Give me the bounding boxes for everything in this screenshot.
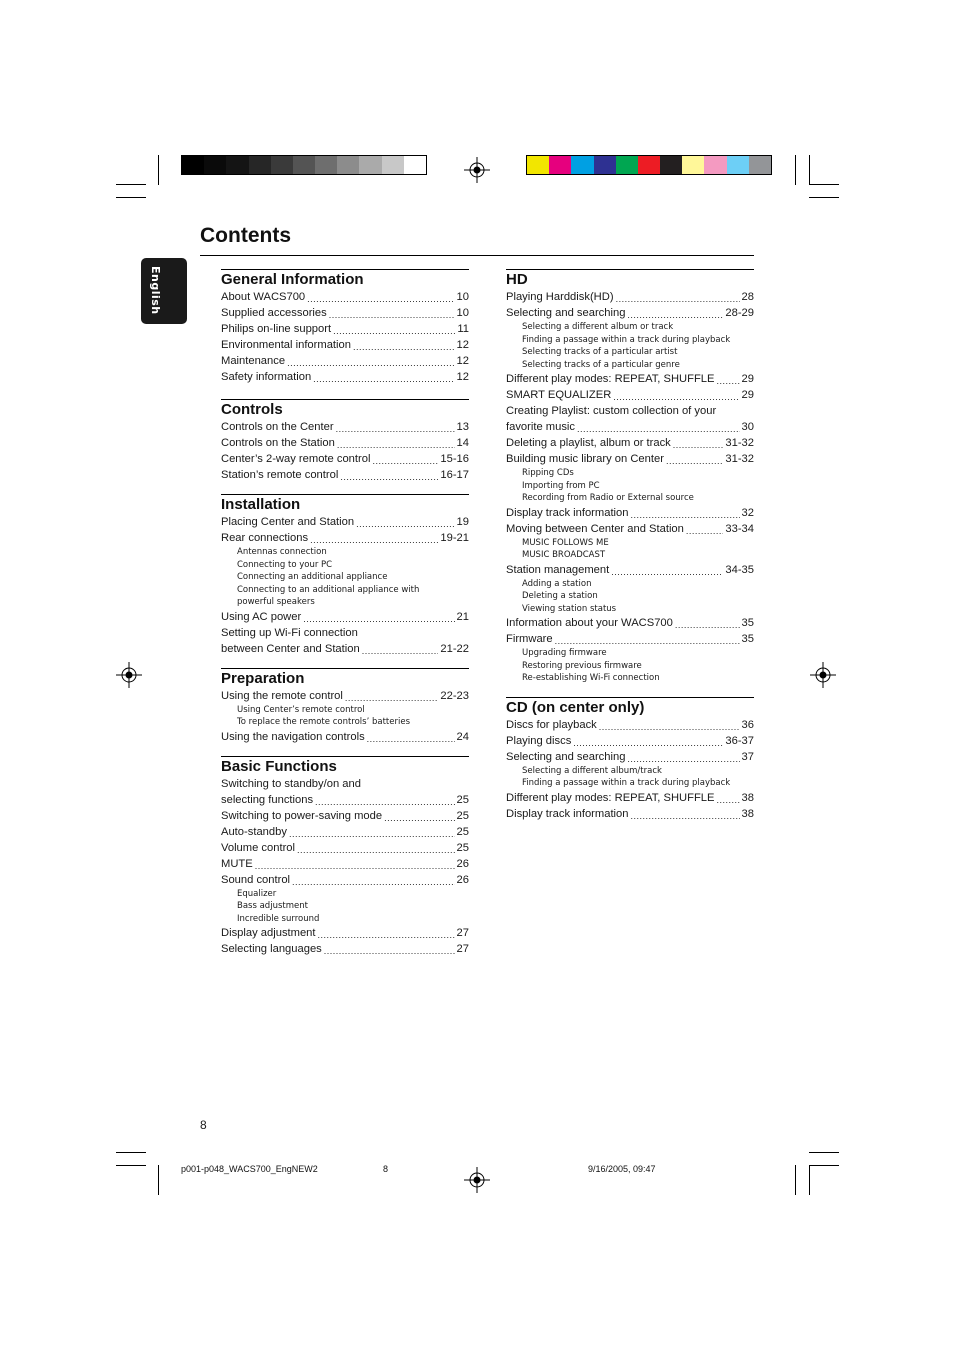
- color-swatch: [293, 156, 315, 174]
- color-swatch: [182, 156, 204, 174]
- toc-section: [221, 756, 469, 958]
- toc-entry[interactable]: [506, 806, 754, 822]
- toc-entry-title: Maintenance: [221, 355, 286, 367]
- color-swatch: [571, 156, 593, 174]
- toc-subentry: Selecting tracks of a particular genre: [522, 359, 680, 370]
- toc-section: [506, 269, 754, 685]
- toc-entry-title: Rear connections: [221, 532, 309, 544]
- toc-entry-page: 10: [456, 307, 469, 319]
- toc-entry-title: Using the remote control: [221, 689, 343, 702]
- toc-subentry: Selecting tracks of a particular artist: [522, 347, 678, 357]
- toc-entry-title: Volume control: [221, 841, 296, 854]
- toc-entry-title: Building music library on Center: [506, 453, 664, 465]
- toc-entry-title: Switching to power-saving mode: [221, 809, 383, 822]
- color-swatch: [271, 156, 293, 174]
- dot-leader: [362, 643, 439, 657]
- toc-section: [221, 269, 469, 385]
- dot-leader: [289, 826, 455, 840]
- toc-subentry: Equalizer: [237, 888, 277, 899]
- toc-subentry: Bass adjustment: [237, 901, 308, 911]
- color-swatch: [404, 156, 426, 174]
- toc-entry-page: 24: [456, 730, 469, 743]
- toc-entry-page: 12: [456, 355, 469, 367]
- toc-entry-title: Sound control: [221, 873, 291, 886]
- dot-leader: [315, 794, 455, 808]
- dot-leader: [307, 291, 454, 305]
- color-swatch: [616, 156, 638, 174]
- toc-entry-title: Controls on the Center: [221, 421, 334, 433]
- toc-entry-page: 21-22: [440, 642, 469, 655]
- toc-entry-page: 19-21: [440, 532, 469, 544]
- dot-leader: [613, 389, 739, 403]
- toc-entry-title: between Center and Station: [221, 642, 360, 655]
- toc-entry-page: 29: [741, 373, 754, 385]
- toc-entry-title: Deleting a playlist, album or track: [506, 437, 671, 449]
- toc-subentry: Incredible surround: [237, 913, 320, 924]
- section-title: Basic Functions: [221, 757, 337, 775]
- crop-mark: [809, 1165, 810, 1195]
- registration-mark-icon: [464, 1167, 490, 1193]
- toc-entry[interactable]: [506, 521, 754, 537]
- crop-mark: [116, 1152, 146, 1153]
- toc-entry[interactable]: [506, 451, 754, 467]
- toc-entry[interactable]: [506, 790, 754, 806]
- footer-filename: p001-p048_WACS700_EngNEW2: [181, 1164, 318, 1174]
- toc-entry-page: 13: [456, 421, 469, 433]
- toc-entry-title: Auto-standby: [221, 825, 287, 838]
- toc-entry-page: 26: [456, 857, 469, 870]
- color-swatch: [337, 156, 359, 174]
- color-swatch: [682, 156, 704, 174]
- toc-entry-page: 19: [456, 516, 469, 528]
- dot-leader: [367, 731, 455, 745]
- crop-mark: [809, 155, 810, 185]
- toc-entry-page: 27: [456, 943, 469, 955]
- dot-leader: [255, 858, 455, 872]
- dot-leader: [675, 617, 740, 631]
- toc-entry[interactable]: [221, 925, 469, 941]
- toc-entry-title: Station’s remote control: [221, 469, 339, 481]
- toc-subentry: Antennas connection: [237, 547, 327, 557]
- dot-leader: [611, 564, 723, 578]
- footer-page: 8: [383, 1164, 389, 1174]
- toc-entry-page: 36-37: [725, 734, 754, 747]
- toc-entry-title: Different play modes: REPEAT, SHUFFLE: [506, 373, 715, 385]
- toc-subentry: Re-establishing Wi-Fi connection: [522, 673, 660, 683]
- toc-entry[interactable]: [506, 387, 754, 403]
- dot-leader: [630, 507, 739, 521]
- toc-subentry: Connecting to an additional appliance with: [237, 584, 420, 595]
- page-number: 8: [200, 1118, 207, 1132]
- color-swatch: [727, 156, 749, 174]
- toc-entry-page: 36: [741, 718, 754, 731]
- toc-subentry: Finding a passage within a track during playback: [522, 778, 731, 788]
- dot-leader: [329, 307, 455, 321]
- footer-timestamp: 9/16/2005, 09:47: [588, 1164, 656, 1174]
- toc-entry-title: selecting functions: [221, 793, 314, 806]
- crop-mark: [158, 1165, 159, 1195]
- toc-entry[interactable]: [221, 467, 469, 483]
- dot-leader: [599, 719, 740, 733]
- toc-entry-page: 12: [456, 339, 469, 351]
- color-swatch: [549, 156, 571, 174]
- dot-leader: [297, 842, 455, 856]
- toc-entry-title: Supplied accessories: [221, 307, 327, 319]
- toc-entry[interactable]: [221, 435, 469, 451]
- color-swatch: [594, 156, 616, 174]
- color-swatch: [749, 156, 771, 174]
- color-swatch: [660, 156, 682, 174]
- toc-entry[interactable]: [506, 615, 754, 631]
- toc-subentry: Upgrading firmware: [522, 648, 607, 658]
- toc-entry-page: 38: [741, 791, 754, 804]
- dot-leader: [577, 421, 740, 435]
- toc-entry-page: 25: [456, 793, 469, 806]
- toc-entry[interactable]: [221, 824, 469, 840]
- section-title: Installation: [221, 496, 301, 513]
- toc-entry[interactable]: [506, 631, 754, 647]
- contents-left-column: [221, 269, 469, 957]
- toc-section: [221, 668, 469, 745]
- dot-leader: [686, 523, 724, 537]
- toc-entry-page: 30: [741, 421, 754, 433]
- toc-entry[interactable]: [221, 451, 469, 467]
- toc-entry-title: Using AC power: [221, 610, 302, 623]
- toc-entry[interactable]: [506, 562, 754, 578]
- dot-leader: [324, 943, 455, 957]
- toc-section: [221, 399, 469, 483]
- toc-section: [506, 697, 754, 822]
- toc-entry-title: Selecting languages: [221, 943, 322, 955]
- toc-entry-title: Selecting and searching: [506, 750, 626, 763]
- toc-entry-title: Firmware: [506, 633, 553, 645]
- registration-mark-icon: [810, 662, 836, 688]
- toc-entry[interactable]: [506, 289, 754, 305]
- color-swatch: [527, 156, 549, 174]
- toc-entry-title: Playing Harddisk(HD): [506, 291, 614, 303]
- toc-subentry: Selecting a different album or track: [522, 322, 674, 332]
- dot-leader: [372, 453, 438, 467]
- dot-leader: [627, 751, 739, 765]
- color-swatch: [359, 156, 381, 174]
- toc-entry[interactable]: [221, 688, 469, 704]
- toc-entry-title: MUTE: [221, 857, 253, 870]
- section-title: HD: [506, 271, 528, 288]
- toc-subentry: Importing from PC: [522, 480, 600, 491]
- toc-entry[interactable]: [506, 435, 754, 451]
- toc-entry-title: Display track information: [506, 807, 629, 820]
- toc-entry-title: Display adjustment: [221, 927, 316, 939]
- toc-section: [221, 494, 469, 657]
- dot-leader: [384, 810, 454, 824]
- color-swatch: [704, 156, 726, 174]
- dot-leader: [666, 453, 723, 467]
- toc-entry-title: Using the navigation controls: [221, 730, 365, 743]
- process-color-bar: [526, 155, 772, 175]
- toc-subentry: powerful speakers: [237, 597, 315, 607]
- crop-mark: [809, 197, 839, 198]
- toc-entry[interactable]: [506, 717, 754, 733]
- toc-entry-page: 28: [741, 291, 754, 303]
- toc-entry-page: 14: [456, 437, 469, 449]
- toc-entry-title: Discs for playback: [506, 718, 597, 731]
- title-rule: [200, 255, 754, 256]
- toc-entry-page: 22-23: [440, 689, 469, 702]
- crop-mark: [795, 1165, 796, 1195]
- toc-entry-first-line[interactable]: Switching to standby/on and: [221, 777, 361, 790]
- color-swatch: [638, 156, 660, 174]
- registration-mark-icon: [464, 157, 490, 183]
- toc-entry-page: 31-32: [725, 453, 754, 465]
- toc-subentry: Selecting a different album/track: [522, 765, 662, 776]
- toc-entry[interactable]: [221, 289, 469, 305]
- toc-entry-page: 33-34: [725, 522, 754, 535]
- dot-leader: [336, 421, 455, 435]
- section-title: CD (on center only): [506, 698, 645, 716]
- language-tab: [141, 258, 187, 324]
- toc-entry[interactable]: [506, 505, 754, 521]
- dot-leader: [287, 355, 454, 369]
- toc-entry[interactable]: [506, 419, 754, 435]
- toc-subentry: Ripping CDs: [522, 468, 574, 478]
- toc-entry[interactable]: [506, 733, 754, 749]
- dot-leader: [345, 690, 438, 704]
- toc-entry-title: Information about your WACS700: [506, 617, 673, 629]
- toc-entry-title: Display track information: [506, 506, 629, 519]
- toc-entry[interactable]: [221, 792, 469, 808]
- toc-entry[interactable]: [221, 337, 469, 353]
- toc-entry-page: 21: [456, 610, 469, 623]
- dot-leader: [303, 611, 454, 625]
- toc-entry-title: Safety information: [221, 371, 312, 383]
- dot-leader: [717, 373, 740, 387]
- toc-entry-title: Placing Center and Station: [221, 516, 355, 528]
- toc-entry-title: SMART EQUALIZER: [506, 389, 612, 401]
- toc-entry-page: 16-17: [440, 469, 469, 481]
- toc-entry-page: 29: [741, 389, 754, 401]
- dot-leader: [555, 633, 740, 647]
- color-swatch: [249, 156, 271, 174]
- toc-entry-title: Environmental information: [221, 339, 351, 351]
- toc-entry-first-line[interactable]: Creating Playlist: custom collection of your: [506, 405, 717, 417]
- grayscale-color-bar: [181, 155, 427, 175]
- toc-entry-page: 27: [456, 927, 469, 939]
- toc-entry[interactable]: [221, 941, 469, 957]
- dot-leader: [353, 339, 455, 353]
- toc-entry[interactable]: [506, 749, 754, 765]
- dot-leader: [627, 307, 723, 321]
- section-title: Controls: [221, 401, 283, 418]
- dot-leader: [340, 469, 438, 483]
- crop-mark: [809, 184, 839, 185]
- crop-mark: [116, 197, 146, 198]
- toc-entry-page: 25: [456, 825, 469, 838]
- toc-entry[interactable]: [221, 530, 469, 546]
- toc-subentry: Recording from Radio or External source: [522, 493, 694, 503]
- toc-subentry: Restoring previous firmware: [522, 660, 642, 671]
- page-title: Contents: [200, 224, 291, 247]
- toc-entry[interactable]: [221, 305, 469, 321]
- toc-entry-page: 15-16: [440, 453, 469, 465]
- toc-subentry: Finding a passage within a track during playback: [522, 334, 731, 345]
- toc-entry[interactable]: [221, 321, 469, 337]
- toc-subentry: MUSIC FOLLOWS ME: [522, 537, 609, 548]
- toc-subentry: Deleting a station: [522, 591, 598, 601]
- toc-entry-page: 25: [456, 841, 469, 854]
- toc-entry[interactable]: [506, 371, 754, 387]
- crop-mark: [116, 184, 146, 185]
- toc-subentry: Using Center’s remote control: [237, 704, 365, 715]
- toc-subentry: MUSIC BROADCAST: [522, 550, 606, 560]
- section-title: Preparation: [221, 669, 305, 687]
- toc-entry-page: 11: [457, 323, 469, 335]
- toc-entry-page: 35: [741, 617, 754, 629]
- toc-entry-page: 37: [741, 750, 754, 763]
- toc-entry[interactable]: [221, 808, 469, 824]
- toc-entry[interactable]: [221, 353, 469, 369]
- crop-mark: [116, 1165, 146, 1166]
- toc-subentry: Connecting an additional appliance: [237, 572, 388, 582]
- toc-entry-page: 35: [741, 633, 754, 645]
- toc-entry-title: Moving between Center and Station: [506, 522, 684, 535]
- toc-entry-title: Controls on the Station: [221, 437, 335, 449]
- toc-subentry: Adding a station: [522, 578, 592, 589]
- color-swatch: [204, 156, 226, 174]
- section-title: General Information: [221, 271, 364, 288]
- toc-entry-page: 34-35: [725, 563, 754, 576]
- toc-entry[interactable]: [221, 872, 469, 888]
- crop-mark: [809, 1165, 839, 1166]
- toc-entry-page: 31-32: [725, 437, 754, 449]
- toc-entry-page: 38: [741, 807, 754, 820]
- dot-leader: [337, 437, 455, 451]
- dot-leader: [333, 323, 455, 337]
- toc-entry-page: 10: [456, 291, 469, 303]
- toc-entry[interactable]: [221, 840, 469, 856]
- toc-entry-title: About WACS700: [221, 291, 306, 303]
- crop-mark: [795, 155, 796, 185]
- dot-leader: [318, 927, 455, 941]
- color-swatch: [226, 156, 248, 174]
- dot-leader: [573, 735, 723, 749]
- toc-entry-page: 12: [456, 371, 469, 383]
- dot-leader: [310, 532, 438, 546]
- toc-entry-title: Center’s 2-way remote control: [221, 453, 371, 465]
- toc-entry[interactable]: [221, 369, 469, 385]
- toc-entry-page: 26: [456, 873, 469, 886]
- crop-mark: [158, 155, 159, 185]
- dot-leader: [616, 291, 740, 305]
- toc-entry-page: 25: [456, 809, 469, 822]
- toc-entry-page: 28-29: [725, 307, 754, 319]
- dot-leader: [356, 516, 454, 530]
- dot-leader: [630, 808, 739, 822]
- toc-entry-title: Station management: [506, 563, 610, 576]
- dot-leader: [673, 437, 724, 451]
- contents-right-column: [506, 269, 754, 822]
- toc-entry[interactable]: [221, 729, 469, 745]
- toc-entry[interactable]: [506, 305, 754, 321]
- language-tab-label: English: [149, 266, 162, 315]
- toc-subentry: Viewing station status: [522, 603, 617, 614]
- toc-entry-title: Selecting and searching: [506, 307, 626, 319]
- toc-subentry: To replace the remote controls’ batteries: [237, 717, 411, 727]
- toc-entry[interactable]: [221, 609, 469, 625]
- color-swatch: [382, 156, 404, 174]
- toc-entry[interactable]: [221, 419, 469, 435]
- registration-mark-icon: [116, 662, 142, 688]
- toc-entry[interactable]: [221, 514, 469, 530]
- toc-entry-title: Different play modes: REPEAT, SHUFFLE: [506, 791, 715, 804]
- color-swatch: [315, 156, 337, 174]
- crop-mark: [809, 1152, 839, 1153]
- toc-subentry: Connecting to your PC: [237, 559, 333, 570]
- toc-entry-title: favorite music: [506, 421, 576, 433]
- toc-entry[interactable]: [221, 856, 469, 872]
- toc-entry-title: Playing discs: [506, 734, 572, 747]
- toc-entry-title: Philips on-line support: [221, 323, 332, 335]
- toc-entry-first-line[interactable]: Setting up Wi-Fi connection: [221, 626, 358, 639]
- dot-leader: [717, 792, 740, 806]
- dot-leader: [313, 371, 454, 385]
- dot-leader: [292, 874, 455, 888]
- toc-entry[interactable]: [221, 641, 469, 657]
- toc-entry-page: 32: [741, 506, 754, 519]
